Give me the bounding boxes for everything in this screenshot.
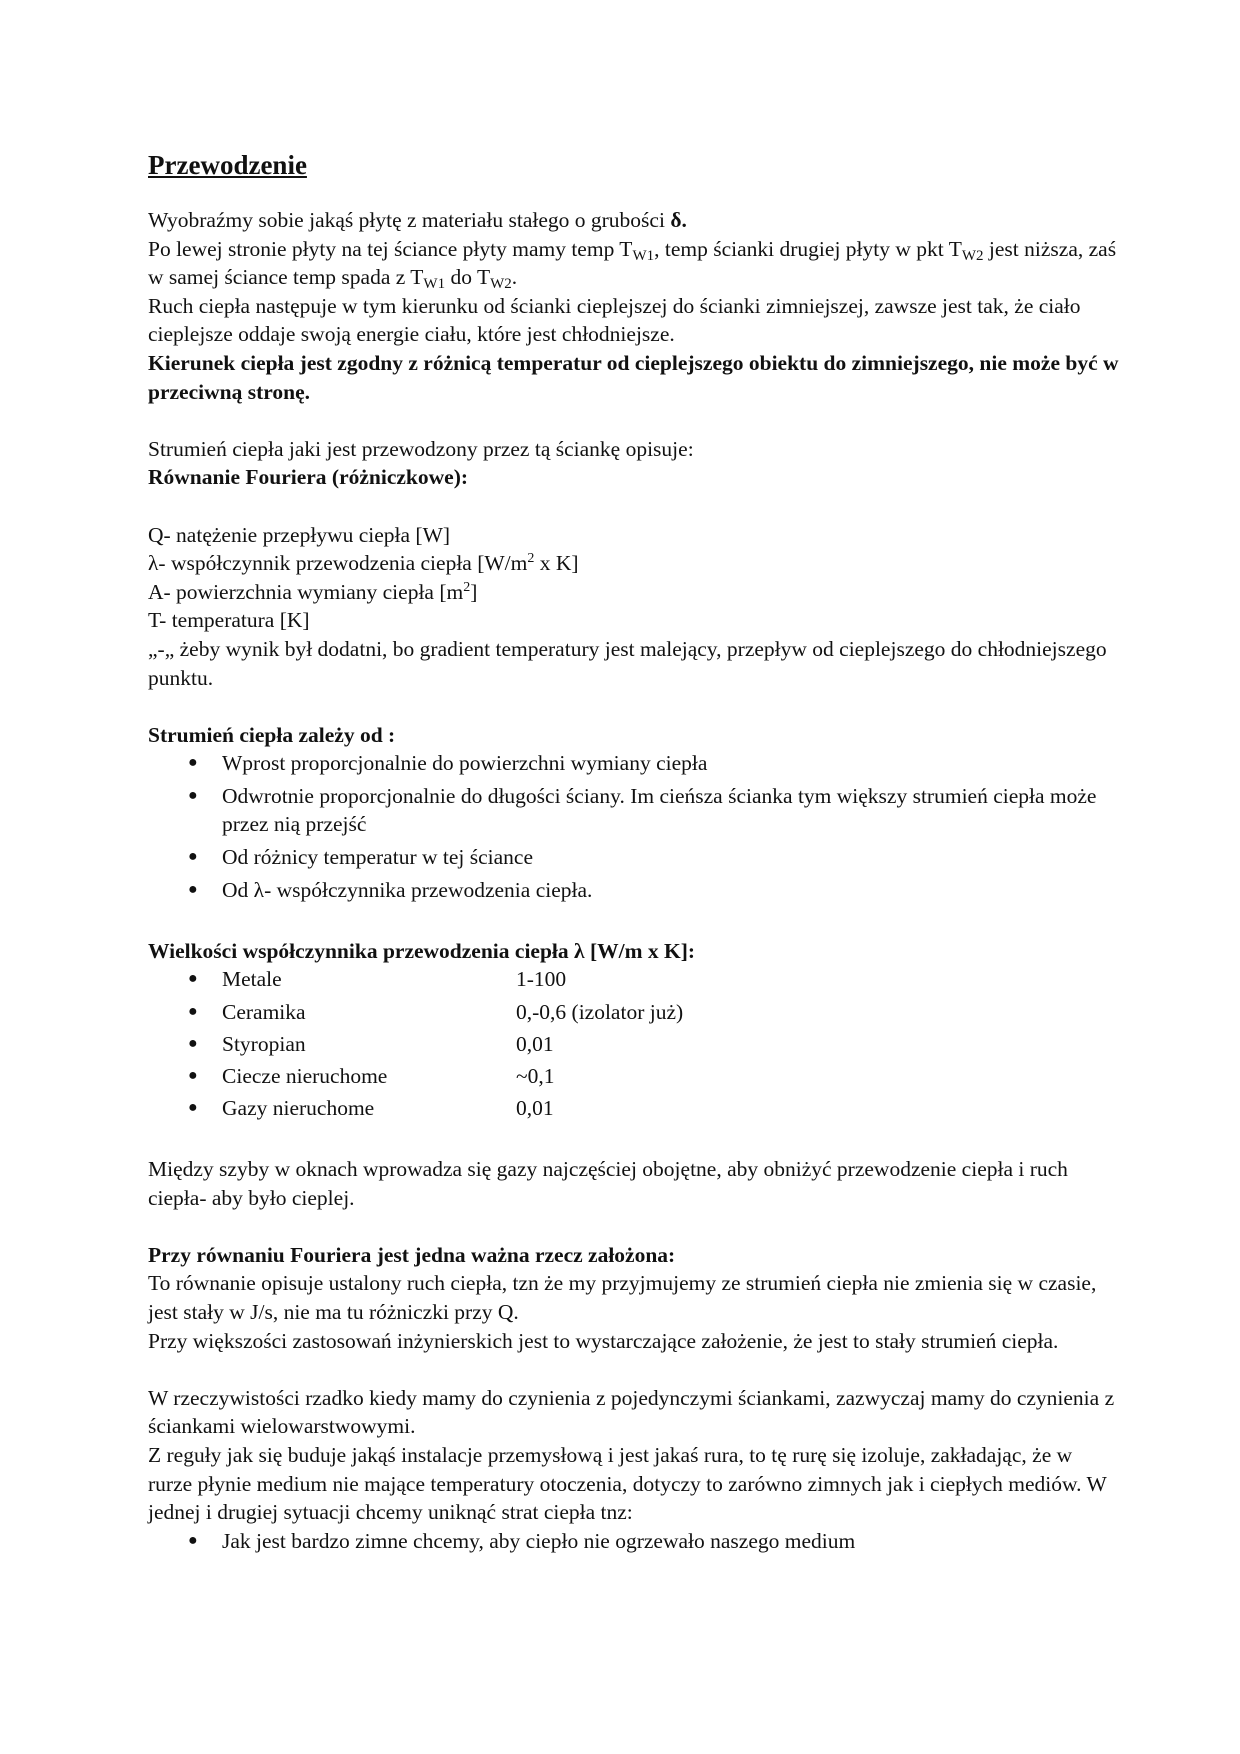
list-item: ● Od różnicy temperatur w tej ściance <box>148 843 1120 872</box>
list-item: ● Odwrotnie proporcjonalnie do długości ściany. Im cieńsza ścianka tym większy strumień ciepła może przez nią przejść <box>188 783 1097 837</box>
table-row: ● Ciecze nieruchome ~0,1 <box>148 1062 1120 1091</box>
symbol-lambda: λ- współczynnik przewodzenia ciepła [$W/m^2$ x K] <box>148 551 579 576</box>
depends-heading: Strumień ciepła zależy od : <box>148 722 396 747</box>
assumption-paragraph-2: Przy większości zastosowań inżynierskich jest to wystarczające założenie, że jest to stały strumień ciepła. <box>148 1328 1059 1353</box>
bullet-icon: ● <box>188 786 198 804</box>
table-row: ● Ceramika 0,-0,6 (izolator już) <box>148 998 1120 1027</box>
delta-symbol: δ. <box>670 208 687 232</box>
bullet-icon: ● <box>188 970 198 988</box>
list-item: ● Od λ- współczynnika przewodzenia ciepła. <box>148 876 1120 905</box>
reality-paragraph-1: W rzeczywistości rzadko kiedy mamy do czynienia z pojedynczymi ściankami, zazwyczaj mamy do czynienia z ściankami wielowarstwowymi. <box>148 1385 1115 1439</box>
table-row: ● Gazy nieruchome 0,01 <box>148 1094 1120 1123</box>
symbol-a: A- powierzchnia wymiany ciepła $[m^2]$ <box>148 579 478 604</box>
symbol-t: T- temperatura [K] <box>148 608 310 633</box>
fourier-heading: Równanie Fouriera (różniczkowe): <box>148 465 469 490</box>
intro-bold-statement: Kierunek ciepła jest zgodny z różnicą temperatur od cieplejszego obiektu do zimniejszego, nie może być w przeciwną stronę. <box>148 350 1119 404</box>
bullet-icon: ● <box>188 880 198 898</box>
list-item: ● Jak jest bardzo zimne chcemy, aby ciepło nie ogrzewało naszego medium <box>148 1527 1120 1556</box>
values-heading: Wielkości współczynnika przewodzenia ciepła λ [W/m x K]: <box>148 938 696 963</box>
list-item: ● Wprost proporcjonalnie do powierzchni wymiany ciepła <box>148 749 1120 778</box>
intro-paragraph-2: Po lewej stronie płyty na tej ściance płyty mamy temp $T_{W1}$, temp ścianki drugiej płyty w pkt $T_{W2}$ jest niższa, zaś w samej ściance temp spada z $T_{W1}$ do $T_{W2}$. <box>148 236 1117 293</box>
bullet-icon: ● <box>188 1034 198 1052</box>
symbol-minus-note: „-„ żeby wynik był dodatni, bo gradient temperatury jest malejący, przepływ od cieplejszego do chłodniejszego punktu. <box>148 636 1107 690</box>
depends-list <box>148 749 1120 904</box>
reality-list <box>148 1527 1120 1556</box>
intro-paragraph-3: Ruch ciepła następuje w tym kierunku od ścianki cieplejszej do ścianki zimniejszej, zawsze jest tak, że ciało cieplejsze oddaje swoją energie ciału, które jest chłodniejsze. <box>148 293 1081 347</box>
bullet-icon: ● <box>188 1099 198 1117</box>
table-row: ● Metale 1-100 <box>148 965 1120 994</box>
bullet-icon: ● <box>188 1531 198 1549</box>
bullet-icon: ● <box>188 754 198 772</box>
fourier-intro: Strumień ciepła jaki jest przewodzony przez tą ściankę opisuje: <box>148 436 694 461</box>
symbol-q: Q- natężenie przepływu ciepła [W] <box>148 522 451 547</box>
table-row: ● Styropian 0,01 <box>148 1030 1120 1059</box>
reality-paragraph-2: Z reguły jak się buduje jakąś instalacje przemysłową i jest jakaś rura, to tę rurę się izoluje, zakładając, że w rurze płynie medium nie mające temperatury otoczenia, dotyczy to zarówno zimnych jak i ciepłych mediów. W jednej i drugiej sytuacji chcemy uniknąć strat ciepła tnz: <box>148 1442 1107 1525</box>
assumption-heading: Przy równaniu Fouriera jest jedna ważna rzecz założona: <box>148 1242 676 1267</box>
windows-paragraph: Między szyby w oknach wprowadza się gazy najczęściej obojętne, aby obniżyć przewodzenie ciepła i ruch ciepła- aby było cieplej. <box>148 1156 1068 1210</box>
intro-line-1: Wyobraźmy sobie jakąś płytę z materiału stałego o grubości δ. <box>148 208 687 232</box>
assumption-paragraph-1: To równanie opisuje ustalony ruch ciepła, tzn że my przyjmujemy ze strumień ciepła nie zmienia się w czasie, jest stały w J/s, nie ma tu różniczki przy Q. <box>148 1271 1097 1324</box>
bullet-icon: ● <box>188 1002 198 1020</box>
bullet-icon: ● <box>188 1067 198 1084</box>
page-title: Przewodzenie <box>148 150 307 180</box>
values-table <box>148 965 1120 1122</box>
bullet-icon: ● <box>188 848 198 866</box>
